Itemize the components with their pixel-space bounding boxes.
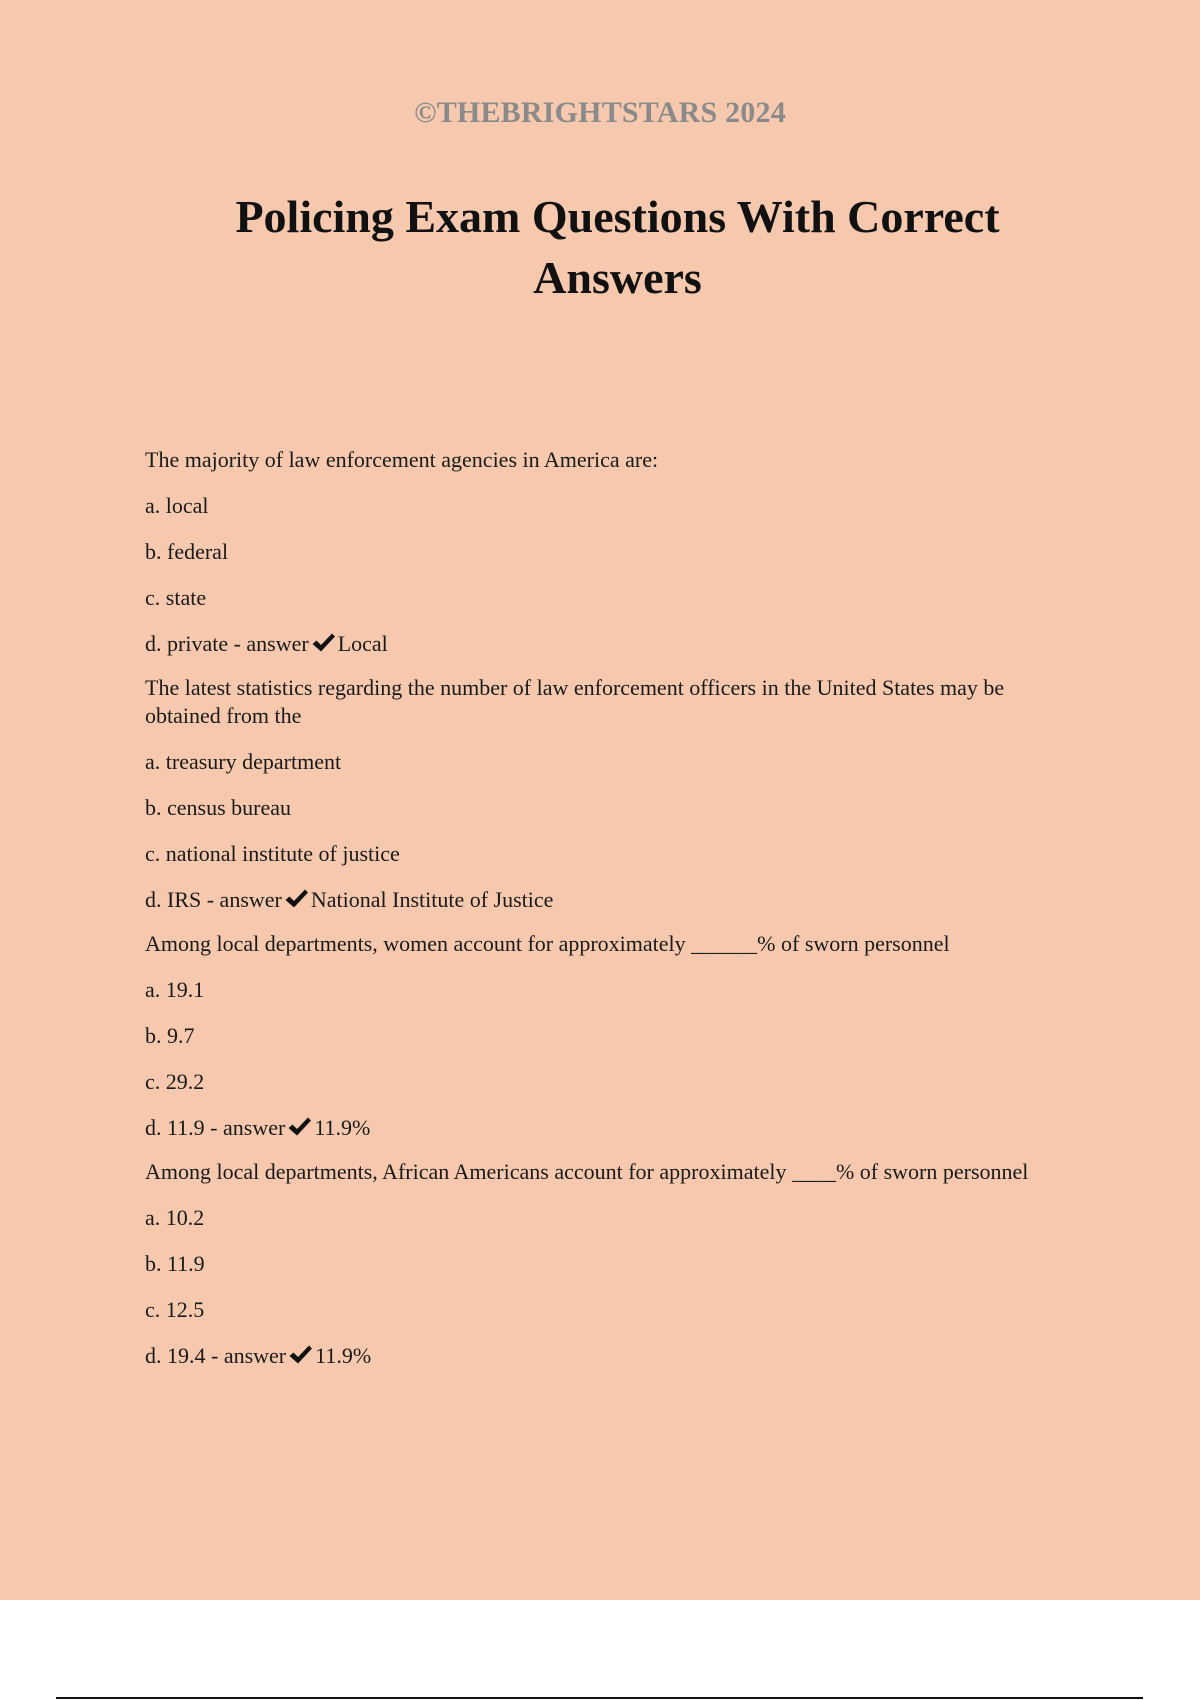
watermark: ©THEBRIGHTSTARS 2024 (414, 96, 786, 129)
option-d-with-answer (145, 886, 1075, 914)
option-b: b. 9.7 (145, 1023, 195, 1048)
option-c: c. 29.2 (145, 1069, 205, 1094)
question-text: Among local departments, African Americans account for approximately ____% of sworn personnel (145, 1159, 1029, 1184)
answer-text: Local (337, 631, 388, 656)
page-title: Policing Exam Questions With Correct Answers (235, 191, 1000, 303)
option-d: d. 19.4 - answer (145, 1343, 287, 1368)
footer-divider (56, 1697, 1143, 1699)
answer-text: National Institute of Justice (310, 887, 554, 912)
option-a: a. 10.2 (145, 1205, 205, 1230)
option-b: b. 11.9 (145, 1251, 205, 1276)
option-c: c. 12.5 (145, 1297, 205, 1322)
question-block (145, 930, 1075, 1142)
question-text: Among local departments, women account for approximately ______% of sworn personnel (145, 931, 950, 956)
option-b: b. census bureau (145, 795, 292, 820)
option-c: c. national institute of justice (145, 841, 400, 866)
option-d: d. 11.9 - answer (145, 1115, 286, 1140)
option-a: a. treasury department (145, 749, 342, 774)
option-d: d. IRS - answer (145, 887, 282, 912)
option-d: d. private - answer (145, 631, 309, 656)
checkmark-icon (287, 1116, 312, 1138)
option-a: a. 19.1 (145, 977, 205, 1002)
option-d-with-answer (145, 1114, 1075, 1142)
question-text: The latest statistics regarding the number of law enforcement officers in the United States may be obtained from the (145, 675, 1005, 728)
question-text: The majority of law enforcement agencies in America are: (145, 447, 659, 472)
question-block (145, 1158, 1075, 1370)
answer-text: 11.9% (314, 1115, 371, 1140)
checkmark-icon (284, 888, 309, 910)
option-c: c. state (145, 585, 207, 610)
checkmark-icon (288, 1344, 313, 1366)
option-d-with-answer (145, 630, 1075, 658)
question-block (145, 446, 1075, 658)
option-a: a. local (145, 493, 209, 518)
option-d-with-answer (145, 1342, 1075, 1370)
question-list (145, 446, 1075, 1386)
option-b: b. federal (145, 539, 229, 564)
checkmark-icon (311, 632, 336, 654)
question-block (145, 674, 1075, 914)
answer-text: 11.9% (315, 1343, 372, 1368)
